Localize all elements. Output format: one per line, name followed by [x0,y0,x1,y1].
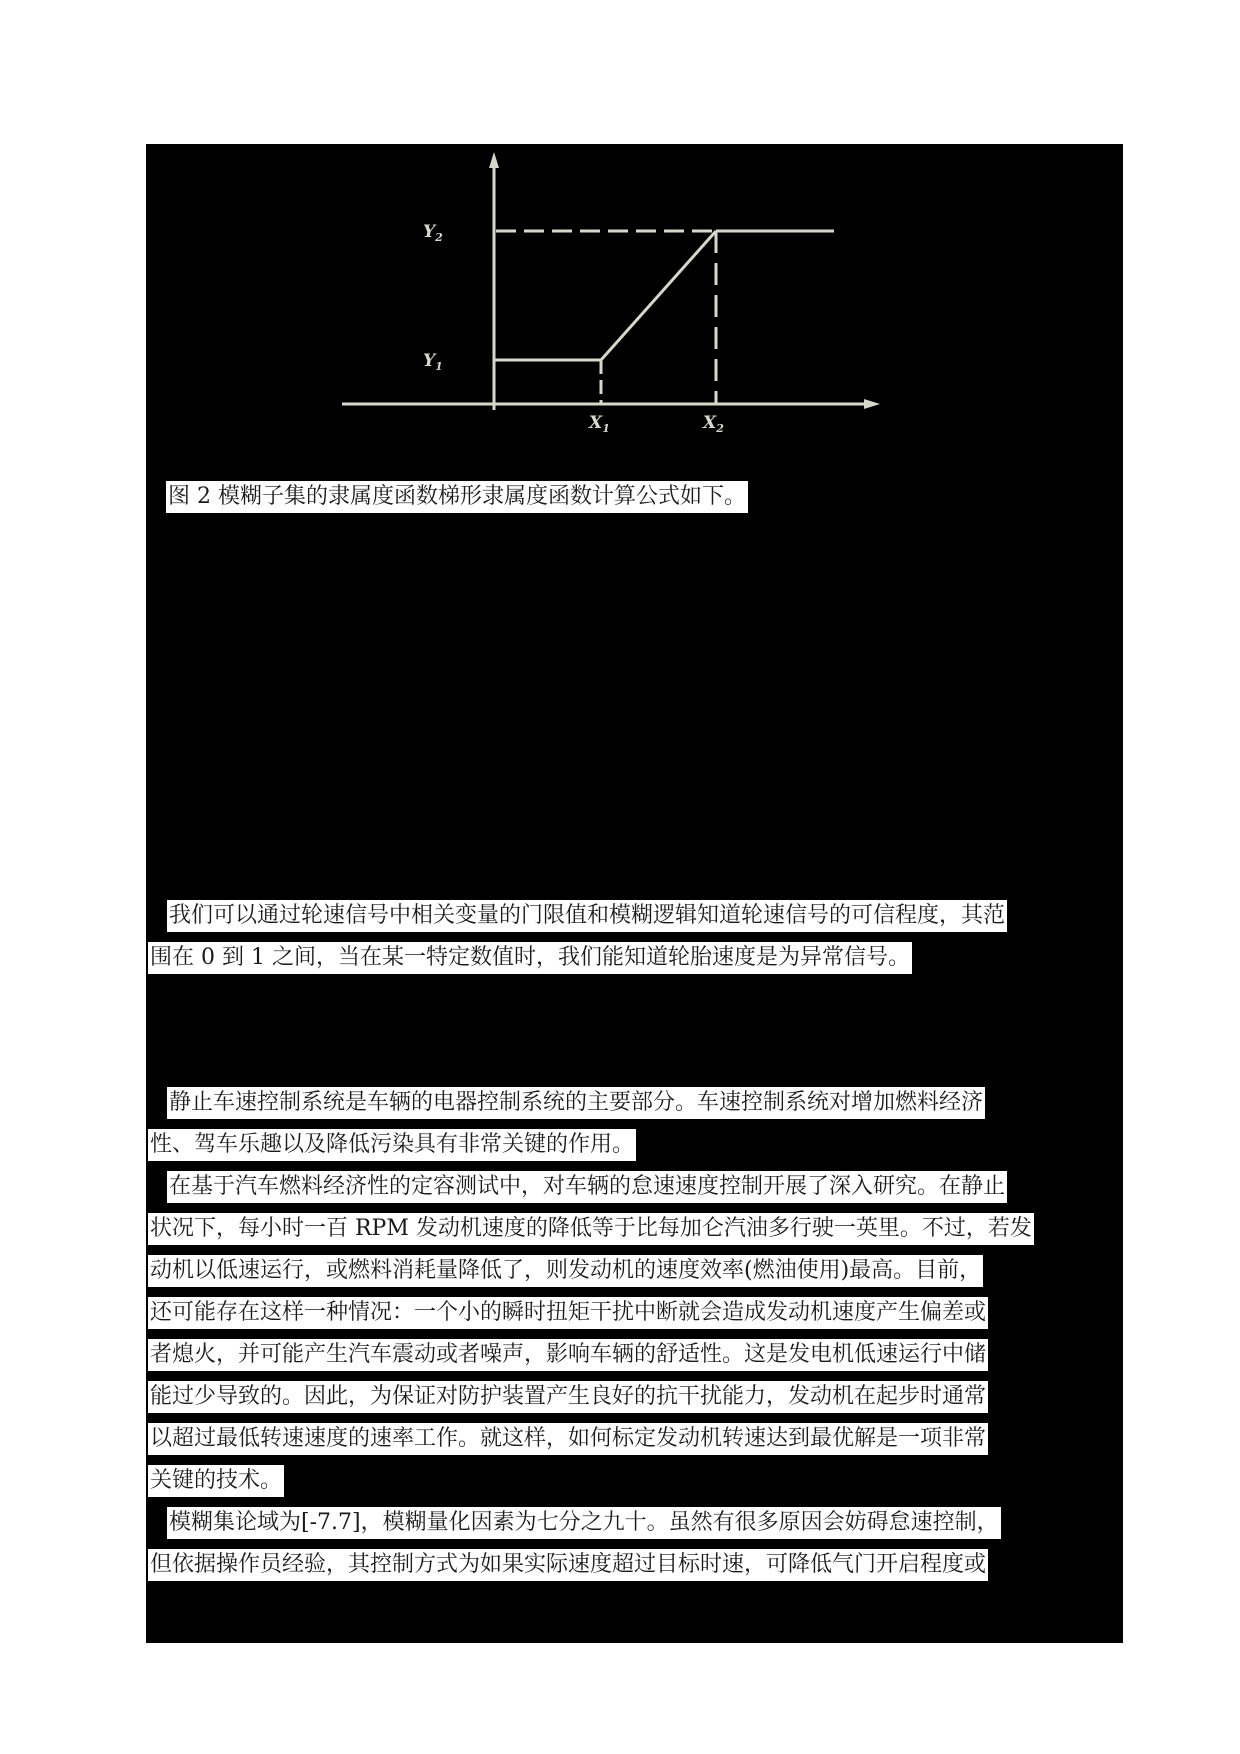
paragraph-3-line-3: 动机以低速运行，或燃料消耗量降低了，则发动机的速度效率(燃油使用)最高。目前， [148,1255,983,1287]
paragraph-1-line-2: 围在 0 到 1 之间，当在某一特定数值时，我们能知道轮胎速度是为异常信号。 [148,942,912,974]
paragraph-2-line-2: 性、驾车乐趣以及降低污染具有非常关键的作用。 [148,1129,636,1161]
y-axis-arrow-icon [489,152,499,168]
x2-label: $X_2$ [703,413,724,435]
paragraph-1-line-1: 我们可以通过轮速信号中相关变量的门限值和模糊逻辑知道轮速信号的可信程度，其范 [148,900,1007,932]
x-axis-arrow-icon [864,399,880,409]
figure-caption: 图 2 模糊子集的隶属度函数梯形隶属度函数计算公式如下。 [166,481,748,513]
paragraph-3-line-1: 在基于汽车燃料经济性的定容测试中，对车辆的怠速速度控制开展了深入研究。在静止 [148,1171,1007,1203]
paragraph-3-line-7: 以超过最低转速速度的速率工作。就这样，如何标定发动机转速达到最优解是一项非常 [148,1423,988,1455]
x1-label: $X_1$ [589,413,610,435]
paragraph-2-line-1: 静止车速控制系统是车辆的电器控制系统的主要部分。车速控制系统对增加燃料经济 [148,1087,985,1119]
y2-label: $Y_2$ [423,222,443,244]
document-page-content [146,144,1123,1643]
paragraph-3-line-2: 状况下，每小时一百 RPM 发动机速度的降低等于比每加仑汽油多行驶一英里。不过，若发 [148,1213,1034,1245]
y1-label: $Y_1$ [423,351,443,373]
paragraph-4-line-2: 但依据操作员经验，其控制方式为如果实际速度超过目标时速，可降低气门开启程度或 [148,1549,988,1581]
paragraph-3-line-6: 能过少导致的。因此，为保证对防护装置产生良好的抗干扰能力，发动机在起步时通常 [148,1381,988,1413]
paragraph-4-line-1: 模糊集论域为[-7.7]，模糊量化因素为七分之九十。虽然有很多原因会妨碍怠速控制， [148,1507,1001,1539]
paragraph-3-line-4: 还可能存在这样一种情况：一个小的瞬时扭矩干扰中断就会造成发动机速度产生偏差或 [148,1297,988,1329]
membership-function-diagram [146,144,1123,444]
paragraph-3-line-5: 者熄火，并可能产生汽车震动或者噪声，影响车辆的舒适性。这是发电机低速运行中储 [148,1339,988,1371]
paragraph-3-line-8: 关键的技术。 [148,1465,284,1497]
